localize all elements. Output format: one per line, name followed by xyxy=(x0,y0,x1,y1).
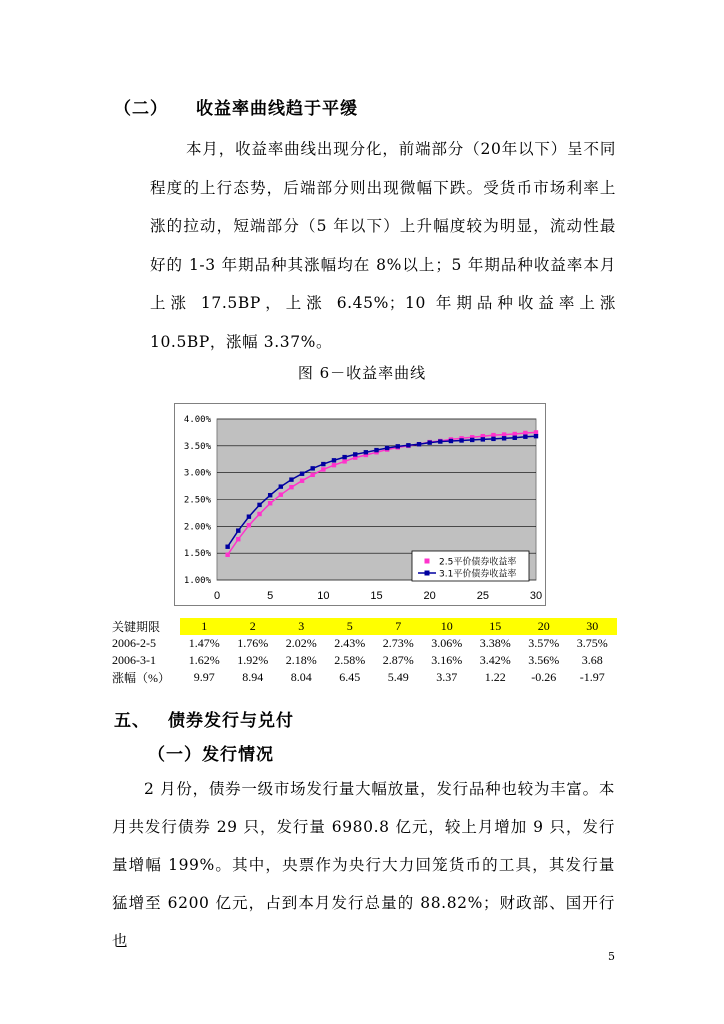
term-cell: 7 xyxy=(374,618,423,635)
data-point xyxy=(300,479,304,483)
table-cell: 1.62% xyxy=(188,653,220,667)
y-tick-label: 2.00% xyxy=(183,522,211,533)
table-header-row xyxy=(112,618,617,635)
data-point xyxy=(438,439,442,443)
table-cell: 3.57% xyxy=(528,636,560,650)
data-point xyxy=(247,523,251,527)
term-cell: 1 xyxy=(180,618,229,635)
data-point xyxy=(289,485,293,489)
table-row xyxy=(112,652,617,669)
table-cell: 3.37 xyxy=(436,670,458,684)
term-cell: 20 xyxy=(520,618,569,635)
table-cell: 1.92% xyxy=(237,653,269,667)
data-point xyxy=(491,433,495,437)
yield-curve-chart xyxy=(174,403,546,606)
data-point xyxy=(342,455,346,459)
paragraph-text: 2 月份，债券一级市场发行量大幅放量，发行品种也较为丰富。本月共发行债券 29 只，发行量 6980.8 亿元，较上月增加 9 只，发行量增幅 199%。其中，央票作为央行大力回笼货币的工具，其发行量猛增至 6200 亿元，占到本月发行总量的 88.82%；财政部、国开行也 xyxy=(112,780,615,950)
data-point xyxy=(513,436,517,440)
data-point xyxy=(225,545,229,549)
term-cell: 10 xyxy=(423,618,472,635)
table-cell: 1.22 xyxy=(484,670,506,684)
data-point xyxy=(534,430,538,434)
data-point xyxy=(247,514,251,518)
paragraph-text: 本月，收益率曲线出现分化，前端部分（20年以下）呈不同程度的上行态势，后端部分则出现微幅下跌。受货币市场利率上涨的拉动，短端部分（5 年以下）上升幅度较为明显，流动性最好的 1-3 年期品种其涨幅均在 8%以上；5 年期品种收益率本月上涨 17.5BP，上涨 6.45%；10 年期品种收益率上涨 10.5BP，涨幅 3.37%。 xyxy=(150,140,616,351)
table-cell: 5.49 xyxy=(387,670,409,684)
table-cell: 3.06% xyxy=(431,636,463,650)
x-tick-label: 25 xyxy=(476,590,489,602)
page-number: 5 xyxy=(608,950,615,963)
data-point xyxy=(481,437,485,441)
table-cell: 1.76% xyxy=(237,636,269,650)
data-point xyxy=(427,440,431,444)
x-tick-label: 15 xyxy=(370,590,383,602)
data-point xyxy=(364,450,368,454)
data-point xyxy=(321,467,325,471)
body-paragraph xyxy=(112,770,615,960)
data-point xyxy=(268,501,272,505)
row-label: 涨幅（%） xyxy=(112,671,170,685)
x-tick-label: 0 xyxy=(213,590,221,602)
data-point xyxy=(332,463,336,467)
section-number: （二） xyxy=(114,99,168,119)
data-point xyxy=(513,432,517,436)
data-point xyxy=(236,528,240,532)
row-label: 2006-2-5 xyxy=(112,636,156,650)
table-cell: 2.58% xyxy=(334,653,366,667)
table-row xyxy=(112,669,617,686)
table-cell: 9.97 xyxy=(193,670,215,684)
y-tick-label: 4.00% xyxy=(183,415,211,425)
data-point xyxy=(385,446,389,450)
data-point xyxy=(311,473,315,477)
section-title: 收益率曲线趋于平缓 xyxy=(196,99,358,119)
table-header-label: 关键期限 xyxy=(112,620,161,634)
data-point xyxy=(300,472,304,476)
data-point xyxy=(279,484,283,488)
key-term-table xyxy=(112,618,617,686)
data-point xyxy=(257,503,261,507)
legend-label: 3.1平价债券收益率 xyxy=(439,569,517,580)
table-cell: 2.02% xyxy=(285,636,317,650)
x-tick-label: 5 xyxy=(267,590,274,602)
term-cell: 3 xyxy=(277,618,326,635)
y-tick-label: 3.00% xyxy=(183,468,211,479)
data-point xyxy=(449,439,453,443)
table-row xyxy=(112,635,617,652)
y-tick-label: 1.50% xyxy=(183,549,211,560)
data-point xyxy=(332,458,336,462)
table-cell: 3.56% xyxy=(528,653,560,667)
table-cell: 8.04 xyxy=(290,670,312,684)
y-tick-label: 2.50% xyxy=(183,495,211,506)
data-point xyxy=(268,493,272,497)
data-point xyxy=(353,452,357,456)
figure-title: 图 6－收益率曲线 xyxy=(297,364,427,382)
row-label: 2006-3-1 xyxy=(112,653,156,667)
term-cell: 5 xyxy=(326,618,375,635)
data-point xyxy=(289,477,293,481)
data-point xyxy=(459,438,463,442)
y-tick-label: 3.50% xyxy=(183,441,211,452)
data-point xyxy=(502,436,506,440)
data-point xyxy=(491,437,495,441)
table-cell: 2.43% xyxy=(334,636,366,650)
legend-marker xyxy=(425,559,430,564)
data-point xyxy=(225,553,229,557)
table-cell: 8.94 xyxy=(242,670,264,684)
data-point xyxy=(523,431,527,435)
data-point xyxy=(374,448,378,452)
legend-label: 2.5平价债券收益率 xyxy=(439,557,517,568)
data-point xyxy=(257,512,261,516)
subsection-heading: （一）发行情况 xyxy=(148,745,274,765)
table-cell: 6.45 xyxy=(339,670,361,684)
table-cell: 3.16% xyxy=(431,653,463,667)
data-point xyxy=(406,443,410,447)
data-point xyxy=(321,462,325,466)
section-number: 五、 xyxy=(114,711,150,731)
table-cell: 2.87% xyxy=(382,653,414,667)
y-tick-label: 1.00% xyxy=(183,576,211,586)
table-cell: 1.47% xyxy=(188,636,220,650)
term-cell: 15 xyxy=(471,618,520,635)
section-title: 债券发行与兑付 xyxy=(168,711,294,731)
chart-legend xyxy=(412,551,529,581)
data-point xyxy=(342,459,346,463)
table-cell: 3.75% xyxy=(576,636,608,650)
data-point xyxy=(279,492,283,496)
chart-svg xyxy=(174,403,546,606)
data-point xyxy=(311,466,315,470)
body-paragraph xyxy=(150,130,616,361)
table-cell: 3.42% xyxy=(479,653,511,667)
x-tick-label: 20 xyxy=(423,590,436,602)
x-tick-label: 10 xyxy=(317,590,330,602)
data-point xyxy=(534,434,538,438)
data-point xyxy=(523,435,527,439)
table-cell: -1.97 xyxy=(579,670,605,684)
section-heading xyxy=(114,706,294,731)
table-cell: 2.73% xyxy=(382,636,414,650)
data-point xyxy=(396,444,400,448)
data-point xyxy=(236,537,240,541)
section-heading xyxy=(114,94,358,119)
data-point xyxy=(502,432,506,436)
table-cell: 3.68 xyxy=(581,653,603,667)
term-cell: 2 xyxy=(229,618,278,635)
table-cell: 2.18% xyxy=(285,653,317,667)
table-cell: 3.38% xyxy=(479,636,511,650)
term-cell: 30 xyxy=(568,618,617,635)
legend-marker xyxy=(425,571,430,576)
x-tick-label: 30 xyxy=(529,590,543,602)
table-cell: -0.26 xyxy=(531,670,557,684)
data-point xyxy=(470,438,474,442)
data-point xyxy=(417,442,421,446)
